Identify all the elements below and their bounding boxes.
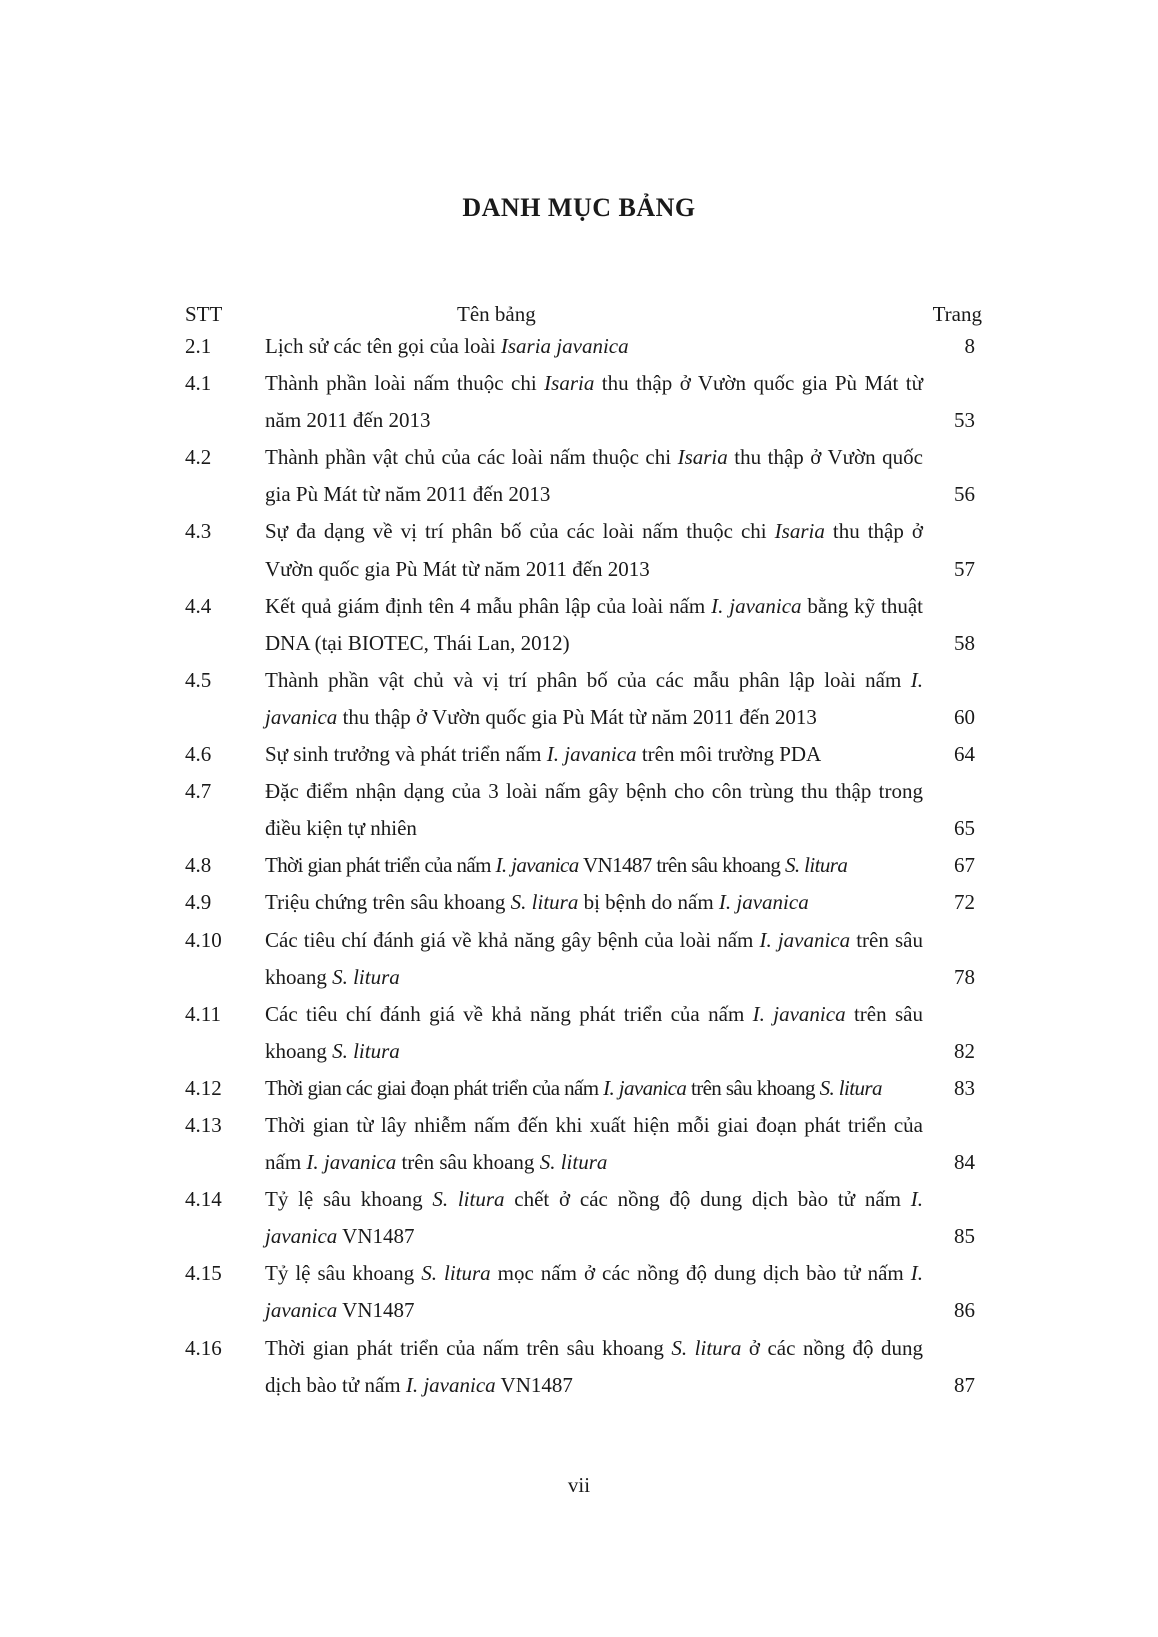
list-item bbox=[0, 773, 1158, 847]
list-item bbox=[0, 513, 1158, 587]
table-number: 4.15 bbox=[185, 1261, 222, 1286]
table-number: 4.3 bbox=[185, 519, 212, 544]
list-item bbox=[0, 1181, 1158, 1255]
title-text: trên sâu khoang bbox=[265, 927, 923, 989]
page-reference: 72 bbox=[954, 890, 975, 915]
title-text: thu thập ở Vườn quốc gia Pù Mát từ năm 2011 đến 2013 bbox=[265, 445, 923, 507]
title-italic-term: I. javanica bbox=[603, 1075, 687, 1100]
column-header-name: Tên bảng bbox=[457, 302, 536, 326]
table-title bbox=[265, 922, 923, 996]
title-text: Thời gian phát triển của nấm bbox=[265, 853, 496, 878]
page-reference: 53 bbox=[954, 408, 975, 433]
title-text: Thời gian các giai đoạn phát triển của nấm bbox=[265, 1075, 604, 1100]
title-italic-term: I. javanica bbox=[711, 593, 802, 618]
list-item bbox=[0, 588, 1158, 662]
title-italic-term: S. litura bbox=[671, 1335, 742, 1360]
table-title bbox=[265, 439, 923, 513]
column-header-stt: STT bbox=[185, 302, 223, 326]
title-text: ở các nồng độ dung dịch bào tử nấm bbox=[265, 1335, 923, 1397]
table-number: 4.14 bbox=[185, 1187, 222, 1212]
title-text: Thời gian từ lây nhiễm nấm đến khi xuất hiện mỗi giai đoạn phát triển của nấm bbox=[265, 1112, 923, 1175]
page-reference: 8 bbox=[964, 334, 975, 358]
table-title bbox=[265, 662, 923, 736]
list-item bbox=[0, 1255, 1158, 1329]
table-title bbox=[265, 1070, 923, 1107]
table-title bbox=[265, 847, 923, 884]
title-text: trên sâu khoang bbox=[686, 1075, 820, 1100]
list-item bbox=[0, 1070, 1158, 1107]
list-item bbox=[0, 328, 1158, 365]
table-number: 2.1 bbox=[185, 334, 212, 358]
table-number: 4.7 bbox=[185, 779, 212, 804]
title-italic-term: I. javanica bbox=[495, 853, 579, 878]
list-item bbox=[0, 736, 1158, 773]
title-italic-term: S. litura bbox=[539, 1150, 608, 1175]
table-number: 4.9 bbox=[185, 890, 212, 915]
title-text: Thành phần vật chủ của các loài nấm thuộc chi bbox=[265, 445, 678, 470]
table-title bbox=[265, 736, 923, 773]
title-text: thu thập ở Vườn quốc gia Pù Mát từ năm 2011 đến 2013 bbox=[265, 519, 923, 581]
title-italic-term: S. litura bbox=[510, 890, 579, 915]
title-text: thu thập ở Vườn quốc gia Pù Mát từ năm 2011 đến 2013 bbox=[265, 371, 923, 433]
title-italic-term: I. javanica bbox=[759, 927, 851, 952]
page-reference: 85 bbox=[954, 1224, 975, 1249]
title-text: Tỷ lệ sâu khoang bbox=[265, 1187, 433, 1212]
list-item bbox=[0, 847, 1158, 884]
title-italic-term: I. javanica bbox=[546, 742, 637, 767]
page-reference: 60 bbox=[954, 704, 975, 729]
page-reference: 82 bbox=[954, 1038, 975, 1063]
title-italic-term: I. javanica bbox=[265, 667, 923, 729]
title-text: VN1487 trên sâu khoang bbox=[578, 853, 785, 878]
title-italic-term: S. litura bbox=[332, 1038, 400, 1063]
title-italic-term: I. javanica bbox=[405, 1372, 496, 1397]
title-text: Các tiêu chí đánh giá về khả năng phát triển của nấm bbox=[265, 1001, 753, 1026]
title-italic-term: Isaria bbox=[677, 445, 728, 470]
title-italic-term: Isaria javanica bbox=[500, 334, 629, 358]
title-italic-term: Isaria bbox=[544, 371, 595, 396]
table-number: 4.5 bbox=[185, 667, 212, 692]
title-italic-term: S. litura bbox=[332, 964, 400, 989]
title-italic-term: I. javanica bbox=[265, 1187, 923, 1249]
table-title bbox=[265, 996, 923, 1070]
title-text: Thời gian phát triển của nấm trên sâu khoang bbox=[265, 1335, 672, 1360]
title-text: VN1487 bbox=[337, 1298, 415, 1323]
table-number: 4.8 bbox=[185, 853, 212, 878]
table-number: 4.6 bbox=[185, 742, 212, 767]
table-title bbox=[265, 588, 923, 662]
table-title bbox=[265, 773, 923, 847]
table-title bbox=[265, 328, 923, 365]
table-title bbox=[265, 1107, 923, 1181]
page-reference: 84 bbox=[954, 1150, 975, 1175]
table-title bbox=[265, 513, 923, 587]
list-item bbox=[0, 365, 1158, 439]
title-italic-term: S. litura bbox=[819, 1075, 882, 1100]
title-text: Sự sinh trưởng và phát triển nấm bbox=[265, 742, 547, 767]
page-number: vii bbox=[567, 1473, 591, 1497]
list-item bbox=[0, 1107, 1158, 1181]
page-reference: 65 bbox=[954, 816, 975, 841]
page-reference: 67 bbox=[954, 853, 975, 878]
title-italic-term: Isaria bbox=[774, 519, 825, 544]
table-number: 4.4 bbox=[185, 593, 212, 618]
title-text: Đặc điểm nhận dạng của 3 loài nấm gây bệnh cho côn trùng thu thập trong điều kiện tự nhiên bbox=[265, 779, 923, 841]
table-title bbox=[265, 365, 923, 439]
page-reference: 86 bbox=[954, 1298, 975, 1323]
title-text: trên môi trường PDA bbox=[636, 742, 822, 767]
table-number: 4.12 bbox=[185, 1075, 222, 1100]
table-list bbox=[0, 328, 1158, 1404]
table-title bbox=[265, 1181, 923, 1255]
page-reference: 56 bbox=[954, 482, 975, 507]
list-item bbox=[0, 996, 1158, 1070]
page-reference: 57 bbox=[954, 556, 975, 581]
title-text: VN1487 bbox=[495, 1372, 573, 1397]
table-number: 4.11 bbox=[185, 1001, 221, 1026]
list-item bbox=[0, 662, 1158, 736]
title-italic-term: I. javanica bbox=[752, 1001, 846, 1026]
title-italic-term: I. javanica bbox=[718, 890, 809, 915]
title-text: Sự đa dạng về vị trí phân bố của các loài nấm thuộc chi bbox=[265, 519, 775, 544]
page-reference: 83 bbox=[954, 1075, 975, 1100]
page-reference: 87 bbox=[954, 1372, 975, 1397]
title-text: Kết quả giám định tên 4 mẫu phân lập của loài nấm bbox=[265, 593, 712, 618]
title-text: bị bệnh do nấm bbox=[578, 890, 719, 915]
title-text: trên sâu khoang bbox=[396, 1150, 540, 1175]
title-text: VN1487 bbox=[337, 1224, 415, 1249]
title-italic-term: S. litura bbox=[432, 1187, 505, 1212]
list-item bbox=[0, 1330, 1158, 1404]
title-text: bằng kỹ thuật DNA (tại BIOTEC, Thái Lan, 2012) bbox=[265, 593, 923, 655]
column-header-page: Trang bbox=[932, 302, 982, 326]
title-text: thu thập ở Vườn quốc gia Pù Mát từ năm 2011 đến 2013 bbox=[337, 704, 817, 729]
title-text: Thành phần loài nấm thuộc chi bbox=[265, 371, 545, 396]
table-title bbox=[265, 1255, 923, 1329]
title-italic-term: S. litura bbox=[784, 853, 848, 878]
table-title bbox=[265, 1330, 923, 1404]
list-item bbox=[0, 439, 1158, 513]
table-number: 4.16 bbox=[185, 1335, 222, 1360]
title-italic-term: S. litura bbox=[421, 1261, 491, 1286]
title-text: Lịch sử các tên gọi của loài bbox=[265, 334, 501, 358]
table-number: 4.2 bbox=[185, 445, 212, 470]
title-text: Triệu chứng trên sâu khoang bbox=[265, 890, 511, 915]
page-title: DANH MỤC BẢNG bbox=[462, 193, 696, 222]
list-item bbox=[0, 922, 1158, 996]
table-number: 4.10 bbox=[185, 927, 222, 952]
table-title bbox=[265, 884, 923, 921]
table-number: 4.1 bbox=[185, 371, 212, 396]
title-text: Thành phần vật chủ và vị trí phân bố của các mẫu phân lập loài nấm bbox=[265, 667, 911, 692]
title-text: Các tiêu chí đánh giá về khả năng gây bệnh của loài nấm bbox=[265, 927, 760, 952]
title-text: Tỷ lệ sâu khoang bbox=[265, 1261, 422, 1286]
table-number: 4.13 bbox=[185, 1112, 222, 1137]
title-italic-term: I. javanica bbox=[265, 1261, 923, 1323]
page-reference: 58 bbox=[954, 630, 975, 655]
page-reference: 64 bbox=[954, 742, 975, 767]
title-text: trên sâu khoang bbox=[265, 1001, 923, 1063]
title-text: mọc nấm ở các nồng độ dung dịch bào tử nấm bbox=[490, 1261, 911, 1286]
title-italic-term: I. javanica bbox=[306, 1150, 397, 1175]
list-item bbox=[0, 884, 1158, 921]
page-reference: 78 bbox=[954, 964, 975, 989]
title-text: chết ở các nồng độ dung dịch bào tử nấm bbox=[504, 1187, 911, 1212]
